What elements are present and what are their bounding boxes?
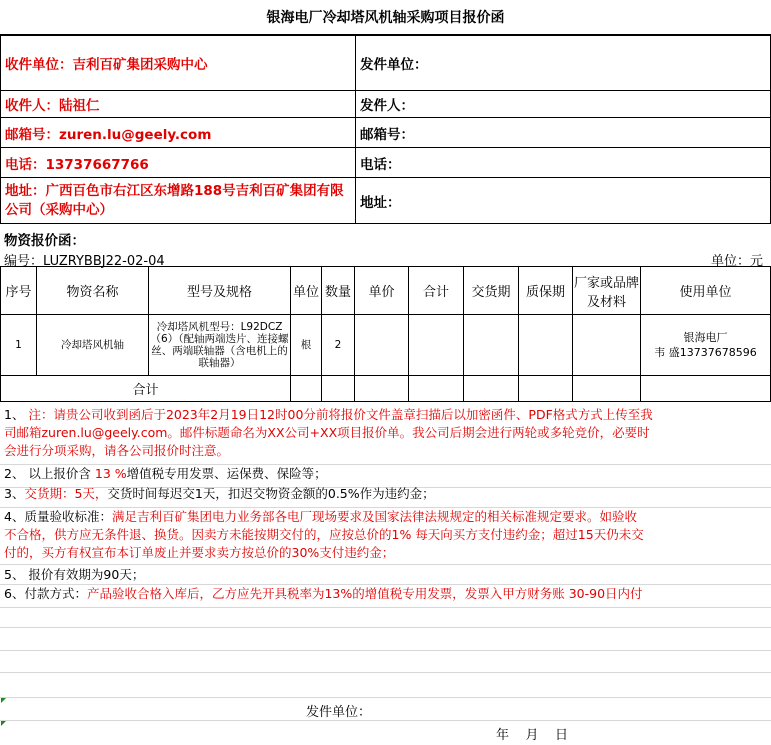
receiver-email: 邮箱号：zuren.lu@geely.com (1, 118, 356, 148)
col-header: 单位 (291, 267, 322, 315)
note-6-b: 产品验收合格入库后，乙方应先开具税率为13%的增值税专用发票，发票入甲方财务账 30-90日内付 (86, 586, 643, 601)
note-1 (4, 406, 653, 424)
row-warranty[interactable] (519, 315, 573, 376)
total-cell[interactable] (409, 376, 464, 402)
note-5: 5、 报价有效期为90天； (4, 567, 145, 582)
col-header: 序号 (1, 267, 37, 315)
col-header: 厂家或品牌及材料 (573, 267, 641, 315)
row-index: 1 (1, 315, 37, 376)
note-3 (4, 485, 435, 503)
note-3-c: 交货时间每迟交1天，扣迟交物资金额的0.5%作为违约金； (107, 486, 435, 501)
receiver-phone: 电话：13737667766 (1, 148, 356, 178)
note-4-line-2: 不合格，供方应无条件退、换货。因卖方未能按期交付的，应按总价的1% 每天向买方支付违约金；超过15天仍未交 (4, 527, 644, 542)
total-row (1, 376, 771, 402)
row-unit: 根 (291, 315, 322, 376)
total-cell (291, 376, 322, 402)
row-name: 冷却塔风机轴 (37, 315, 149, 376)
contact-info-table (0, 35, 771, 224)
note-3-a: 3、 (4, 486, 25, 501)
col-header: 交货期 (464, 267, 519, 315)
col-header: 使用单位 (641, 267, 771, 315)
sign-sender-unit: 发件单位： (306, 705, 372, 720)
sender-email: 邮箱号： (356, 118, 771, 148)
row-user-unit (641, 315, 771, 376)
total-cell (573, 376, 641, 402)
note-1-line-1: 注：请贵公司收到函后于2023年2月19日12时00分前将报价文件盖章扫描后以加密函件、PDF格式方式上传至我 (28, 407, 653, 422)
note-1-line-3: 会进行分项采购，请各公司报价时注意。 (4, 443, 230, 458)
note-4-a: 4、质量验收标准： (4, 509, 112, 524)
row-brand[interactable] (573, 315, 641, 376)
sender-phone: 电话： (356, 148, 771, 178)
cell-comment-marker-icon (1, 698, 6, 703)
col-header: 合计 (409, 267, 464, 315)
row-price[interactable] (355, 315, 409, 376)
receiver-person: 收件人：陆祖仁 (1, 91, 356, 118)
items-table (0, 266, 771, 402)
currency-unit: 单位：元 (710, 254, 763, 269)
row-total[interactable] (409, 315, 464, 376)
note-4 (4, 508, 637, 526)
note-6-a: 6、付款方式： (4, 586, 87, 601)
note-2-c: 增值税专用发票、运保费、保险等； (126, 466, 327, 481)
total-cell (355, 376, 409, 402)
row-delivery[interactable] (464, 315, 519, 376)
total-cell (464, 376, 519, 402)
serial-number: 编号：LUZRYBBJ22-02-04 (4, 254, 165, 269)
row-spec: 冷却塔风机型号：L92DCZ（6）（配轴两端迭片、连接螺丝、两端联轴器（含电机上的联轴器） (149, 315, 291, 376)
col-header: 数量 (322, 267, 355, 315)
note-2-b: 13 % (94, 466, 127, 481)
cell-comment-marker-icon (1, 721, 6, 726)
sender-address: 地址： (356, 178, 771, 224)
note-4-line-1: 满足吉利百矿集团电力业务部各电厂现场要求及国家法律法规规定的相关标准规定要求。如验收 (111, 509, 637, 524)
col-header: 单价 (355, 267, 409, 315)
table-row (1, 315, 771, 376)
serial-row (0, 250, 771, 269)
document-title: 银海电厂冷却塔风机轴采购项目报价函 (0, 0, 771, 35)
total-cell (322, 376, 355, 402)
sign-date: 年 月 日 (496, 728, 569, 743)
note-1-prefix: 1、 (4, 407, 29, 422)
col-header: 物资名称 (37, 267, 149, 315)
total-cell (641, 376, 771, 402)
user-unit-name: 银海电厂 (683, 331, 728, 344)
receiver-address: 地址：广西百色市右江区东增路188号吉利百矿集团有限公司（采购中心） (1, 178, 356, 224)
col-header: 型号及规格 (149, 267, 291, 315)
note-2-a: 2、 以上报价含 (4, 466, 95, 481)
total-cell (519, 376, 573, 402)
col-header: 质保期 (519, 267, 573, 315)
quote-label: 物资报价函： (4, 233, 85, 249)
row-qty: 2 (322, 315, 355, 376)
note-4-line-3: 付的，买方有权宣布本订单废止并要求卖方按总价的30%支付违约金； (4, 545, 395, 560)
note-6 (4, 585, 643, 603)
note-3-b: 交货期：5天， (24, 486, 108, 501)
note-2 (4, 465, 327, 483)
note-1-line-2: 司邮箱zuren.lu@geely.com。邮件标题命名为XX公司+XX项目报价单。我公司后期会进行两轮或多轮竞价，必要时 (4, 425, 650, 440)
total-label: 合计 (1, 376, 291, 402)
table-header-row (1, 267, 771, 315)
user-unit-contact: 韦 盛13737678596 (654, 346, 757, 359)
sender-unit: 发件单位： (356, 36, 771, 91)
sender-person: 发件人： (356, 91, 771, 118)
receiver-unit: 收件单位：吉利百矿集团采购中心 (1, 36, 356, 91)
